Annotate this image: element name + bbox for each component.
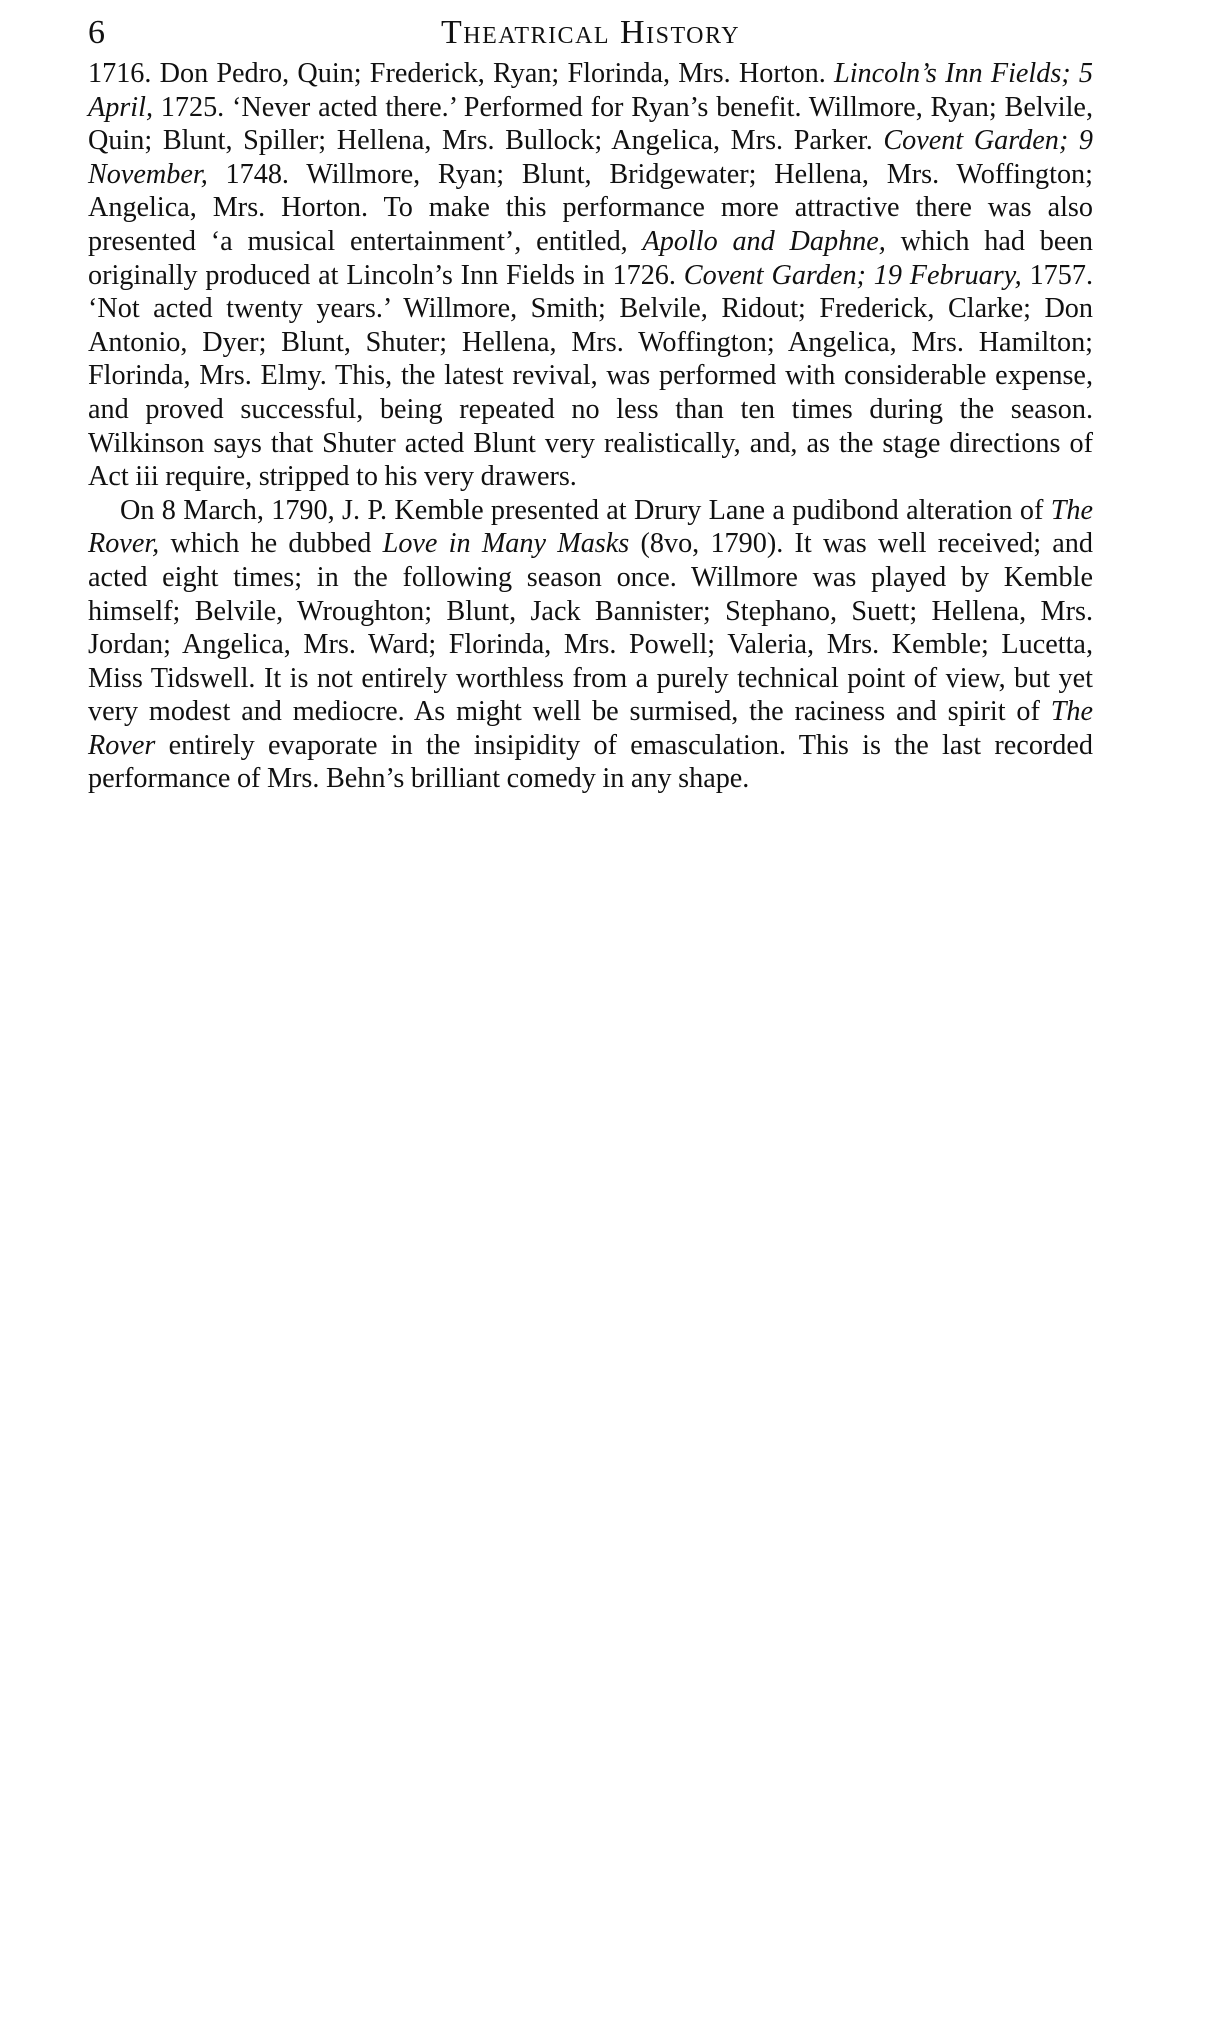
italic-text-run: The Rover bbox=[88, 696, 1093, 761]
text-run: entirely evaporate in the insipidity of emasculation. This is the last recorded performance of Mrs. Behn’s brilliant comedy in any shape. bbox=[88, 729, 1093, 795]
italic-text-run: The Rover, bbox=[88, 494, 1093, 560]
italic-text-run: Covent Garden; 19 February, bbox=[683, 259, 1022, 291]
text-run: 1725. ‘Never acted there.’ Performed for Ryan’s benefit. Willmore, Ryan; Belvile, Quin; Blunt, Spiller; Hellena, Mrs. Bullock; Angelica, Mrs. Parker. bbox=[88, 91, 1093, 157]
text-run: 1757. ‘Not acted twenty years.’ Willmore, Smith; Belvile, Ridout; Frederick, Clarke; Don Antonio, Dyer; Blunt, Shuter; Hellena, Mrs. Woffington; Angelica, Mrs. Hamilton; Florinda, Mrs. Elmy. This, the latest revival, was performed with considerable expense, and proved successful, being repeated no less than ten times during the season. Wilkinson says that Shuter acted Blunt very realistically, and, as the stage directions of Act iii require, stripped to his very drawers. bbox=[88, 259, 1093, 493]
running-title: Theatrical History bbox=[440, 14, 741, 51]
text-run: which had been originally produced at Lincoln’s Inn Fields in 1726. bbox=[88, 225, 1094, 291]
paragraph-1 bbox=[88, 57, 1093, 494]
italic-text-run: Love in Many Masks bbox=[382, 528, 630, 560]
page bbox=[88, 0, 1093, 796]
page-number: 6 bbox=[88, 14, 105, 51]
text-run: which he dubbed bbox=[159, 528, 383, 560]
italic-text-run: Covent Garden; 9 November, bbox=[88, 125, 1093, 190]
text-run: (8vo, 1790). It was well received; and acted eight times; in the following season once. Willmore was played by Kemble himself; Belvile, Wroughton; Blunt, Jack Bannister; Stephano, Suett; Hellena, Mrs. Jordan; Angelica, Mrs. Ward; Florinda, Mrs. Powell; Valeria, Mrs. Kemble; Lucetta, Miss Tidswell. It is not entirely worthless from a purely technical point of view, but yet very modest and mediocre. As might well be surmised, the raciness and spirit of bbox=[88, 528, 1093, 728]
paragraph-2 bbox=[88, 494, 1093, 796]
italic-text-run: Apollo and Daphne, bbox=[642, 225, 886, 257]
text-run: 1748. Willmore, Ryan; Blunt, Bridgewater; Hellena, Mrs. Woffington; Angelica, Mrs. Horton. To make this performance more attractive there was also presented ‘a musical entertainment’, entitled, bbox=[88, 158, 1093, 257]
page-header bbox=[88, 0, 1093, 58]
text-run: 1716. Don Pedro, Quin; Frederick, Ryan; Florinda, Mrs. Horton. bbox=[88, 58, 835, 89]
text-run: On 8 March, 1790, J. P. Kemble presented at Drury Lane a pudibond alteration of bbox=[120, 494, 1051, 526]
body-text bbox=[88, 57, 1093, 796]
italic-text-run: Lincoln’s Inn Fields; 5 April, bbox=[88, 58, 1093, 123]
